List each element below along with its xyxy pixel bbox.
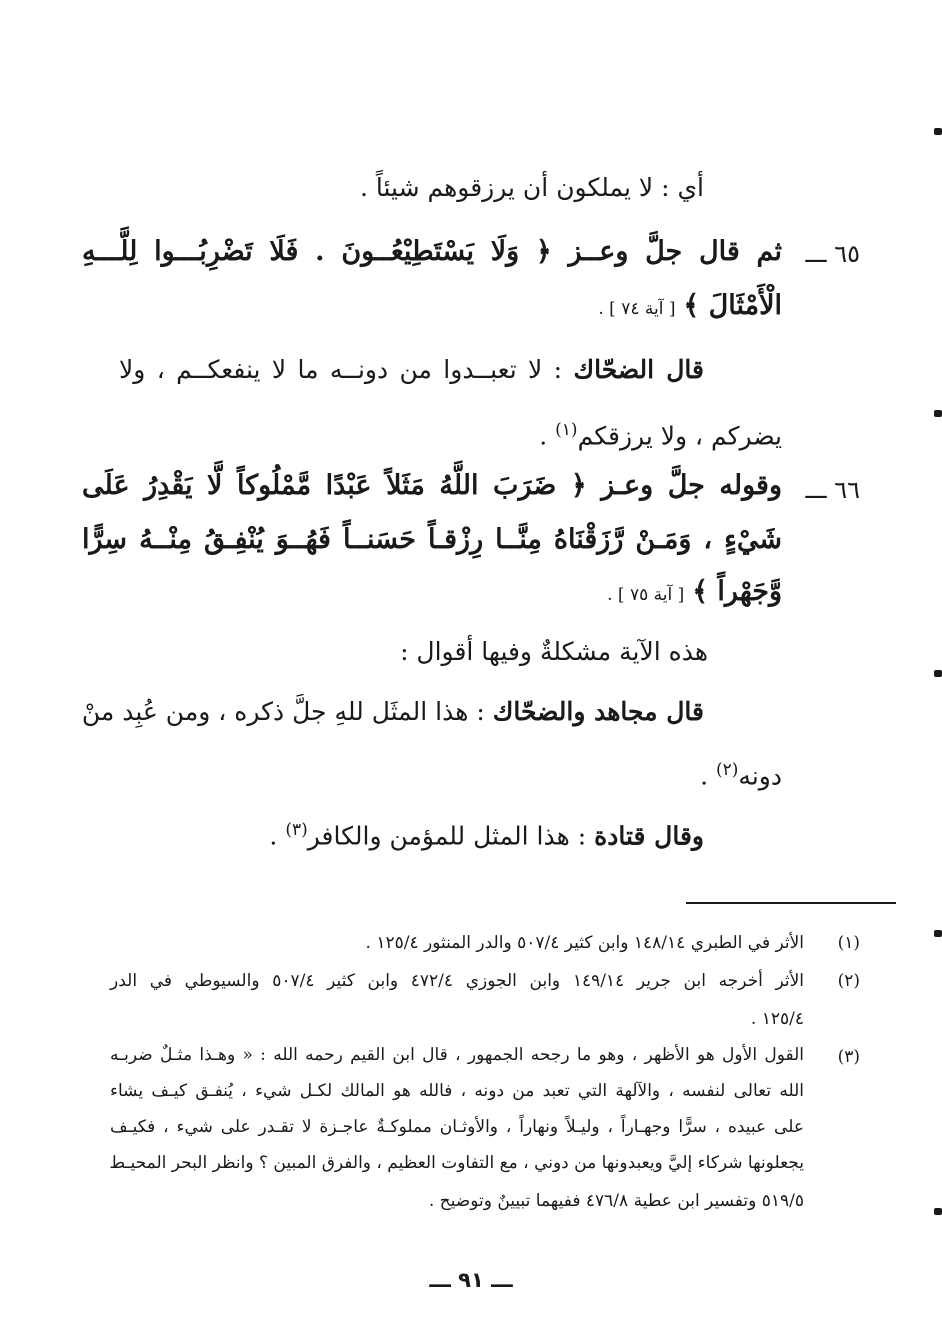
speaker-label: قال مجاهد والضحّاك: [492, 697, 704, 726]
paragraph-number: ٦٦ ـــ: [805, 476, 860, 504]
footnote-ref: (٣): [285, 820, 308, 840]
quran-text: شَيْءٍ ، وَمَـنْ رَّزَقْنَاهُ مِنَّــا رِزْقـاً حَسَنــاً فَهُــوَ يُنْفِـقُ مِنْــهُ سِرًّا: [82, 524, 782, 555]
qatada-line: [269, 812, 704, 854]
footnote-text: ٥١٩/٥ وتفسير ابن عطية ٤٧٦/٨ ففيهما تبيينٌ وتوضيح .: [428, 1191, 804, 1211]
footnote-text: ١٢٥/٤ .: [750, 1009, 804, 1029]
dahhak-line-2: [539, 412, 782, 454]
paragraph-number: ٦٥ ـــ: [805, 240, 860, 268]
body-text: .: [700, 761, 716, 791]
footnote-text: يجعلونها شركاء إليَّ ويعبدونها من دوني ، مع التفاوت العظيم ، والفرق المبين ؟ وانظر البحر المحيـط: [109, 1153, 804, 1173]
scan-edge-mark: [934, 670, 942, 677]
dahhak-line: [119, 352, 704, 388]
footnote-3-line-2: [110, 1078, 804, 1104]
paragraph-number-66: [805, 472, 860, 508]
footnote-number-1: [838, 930, 860, 956]
page-number: [0, 1268, 942, 1292]
body-text: : لا تعبــدوا من دونــه ما لا ينفعكــم ، ولا: [119, 355, 563, 384]
footnote-number: (٢): [837, 971, 860, 991]
body-text: هذه الآية مشكلةٌ وفيها أقوال :: [400, 637, 708, 666]
body-text: يضركم ، ولا يرزقكم: [577, 421, 782, 451]
body-text: دونه: [738, 761, 782, 791]
quran-line-66b: [82, 522, 782, 558]
footnote-text: القول الأول هو الأظهر ، وهو ما رجحه الجمهور ، قال ابن القيم رحمه الله : « وهـذا مثـلٌ ضربـه: [110, 1045, 804, 1065]
page-number-text: ـــ ٩١ ـــ: [429, 1268, 513, 1292]
footnote-number: (١): [837, 933, 860, 953]
scan-edge-mark: [934, 930, 942, 937]
footnote-text: الأثر أخرجه ابن جرير ١٤٩/١٤ وابن الجوزي ٤٧٢/٤ وابن كثير ٥٠٧/٤ والسيوطي في الدر: [110, 971, 804, 991]
mujahid-line: [81, 694, 704, 730]
speaker-label: وقال قتادة: [594, 821, 704, 851]
footnote-ref: (١): [555, 420, 578, 440]
body-text: .: [539, 421, 556, 451]
quran-line-65b: [598, 288, 782, 327]
footnote-text: الأثر في الطبري ١٤٨/١٤ وابن كثير ٥٠٧/٤ والدر المنثور ١٢٥/٤ .: [365, 933, 804, 953]
scan-edge-mark: [934, 1208, 942, 1215]
footnote-separator: [686, 902, 896, 904]
footnote-3-line-1: [110, 1042, 804, 1068]
quran-text: ثم قال جلَّ وعــز ﴿ وَلَا يَسْتَطِيْعُــونَ . فَلَا تَضْرِبُـــوا لِلَّـــهِ: [82, 236, 782, 267]
footnote-1-line-1: [366, 930, 804, 956]
footnote-3-line-5: [429, 1188, 804, 1214]
footnote-number-3: [838, 1044, 860, 1070]
footnote-ref: (٢): [716, 760, 739, 780]
quran-text: الْأَمْثَالَ ﴾: [683, 290, 782, 321]
body-text: أي : لا يملكون أن يرزقوهم شيئاً .: [359, 173, 704, 202]
speaker-label: قال الضحّاك: [573, 355, 704, 384]
verse-reference: [ آية ٧٥ ] .: [607, 585, 685, 605]
scan-edge-mark: [934, 410, 942, 417]
footnote-3-line-4: [110, 1150, 804, 1176]
mujahid-line-2: [700, 752, 782, 794]
footnote-text: على عبيده ، سرًّا وجهـاراً ، وليـلاً ونهاراً ، والأوثـان مملوكـةٌ عاجـزة لا تقـدر على شيء ، فكيـف: [110, 1117, 804, 1137]
quran-line-66c: [607, 574, 782, 613]
footnote-text: الله تعالى لنفسه ، والآلهة التي تعبد من دونه ، فالله هو المالك لكـل شيء ، يُنفـق كيـف يشاء: [110, 1081, 804, 1101]
body-line-hadhihi: [400, 634, 708, 670]
footnote-number: (٣): [837, 1047, 860, 1067]
body-text: .: [269, 821, 286, 851]
body-text: : هذا المثَل للهِ جلَّ ذكره ، ومن عُبِد منْ: [81, 697, 485, 726]
footnote-2-line-1: [110, 968, 804, 994]
verse-reference: [ آية ٧٤ ] .: [598, 299, 676, 319]
paragraph-number-65: [805, 236, 860, 272]
quran-text: وقوله جلَّ وعـز ﴿ ضَرَبَ اللَّهُ مَثَلاً عَبْدًا مَّمْلُوكاً لَّا يَقْدِرُ عَلَى: [82, 470, 782, 501]
body-line-1: [360, 170, 704, 206]
quran-line-65a: [82, 234, 782, 270]
body-text: : هذا المثل للمؤمن والكافر: [307, 821, 587, 851]
scan-edge-mark: [934, 128, 942, 135]
footnote-3-line-3: [110, 1114, 804, 1140]
quran-text: وَّجَهْراً ﴾: [692, 576, 782, 607]
footnote-2-line-2: [751, 1006, 804, 1032]
quran-line-66a: [82, 468, 782, 504]
footnote-number-2: [838, 968, 860, 994]
